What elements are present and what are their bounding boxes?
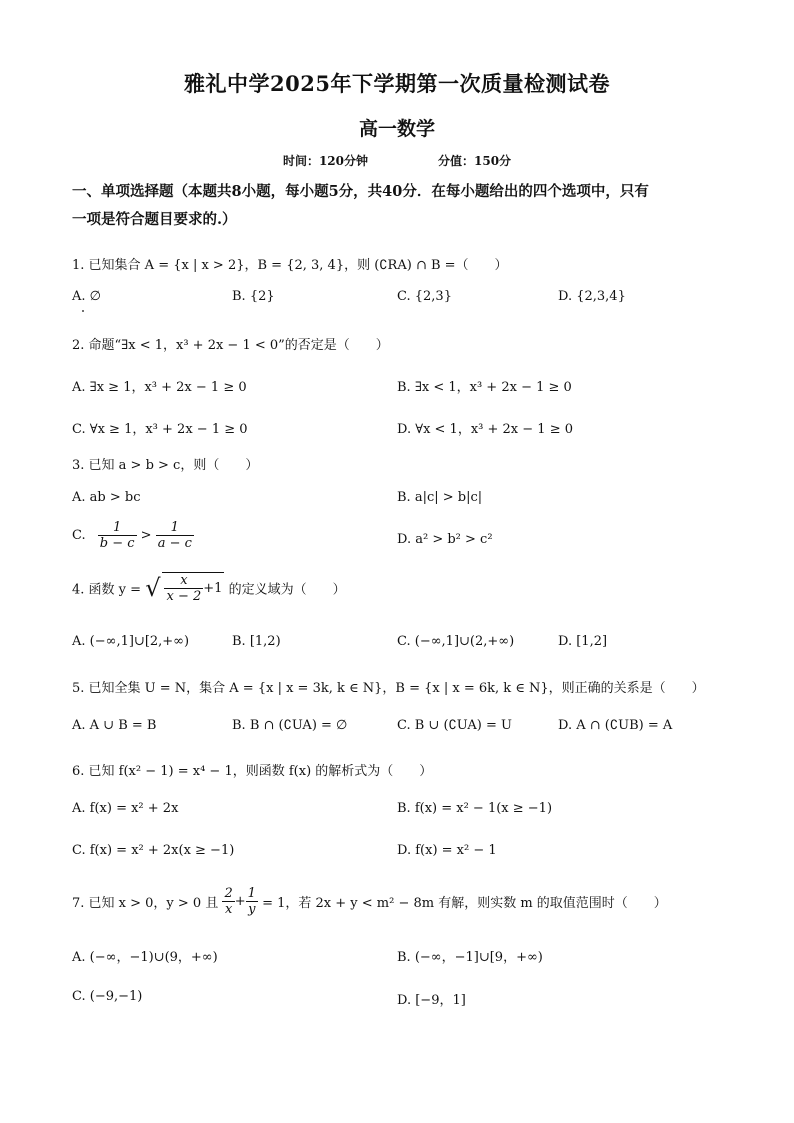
question-1-stem: 1. 已知集合 A = {x | x > 2}，B = {2, 3, 4}，则 (∁RA) ∩ B =（ ） (72, 258, 508, 273)
fraction-numerator: 1 (247, 886, 256, 901)
sqrt-sign: √ (145, 574, 161, 602)
question-6-option-b[interactable]: B. f(x) = x² − 1(x ≥ −1) (397, 801, 553, 816)
question-2-option-c[interactable]: C. ∀x ≥ 1，x³ + 2x − 1 ≥ 0 (72, 422, 248, 437)
question-3-option-a[interactable]: A. ab > bc (72, 490, 141, 505)
question-2-option-b[interactable]: B. ∃x < 1，x³ + 2x − 1 ≥ 0 (397, 380, 572, 395)
question-1-option-c[interactable]: C. {2,3} (397, 289, 452, 304)
fraction-denominator: x − 2 (166, 589, 202, 604)
fraction-denominator: a − c (157, 536, 192, 551)
sqrt-body (162, 572, 224, 604)
question-5-option-b[interactable]: B. B ∩ (∁UA) = ∅ (232, 718, 348, 733)
question-1-option-b[interactable]: B. {2} (232, 289, 275, 304)
question-4-stem-end: 的定义域为（ ） (228, 582, 346, 598)
exam-meta (0, 152, 794, 169)
question-7-option-c[interactable]: C. (−9,−1) (72, 989, 143, 1004)
section-heading-line1: 一、单项选择题（本题共8小题，每小题5分，共40分．在每小题给出的四个选项中，只有 (72, 183, 649, 200)
question-4-option-d[interactable]: D. [1,2] (558, 634, 608, 649)
question-1-option-a[interactable]: A. ∅ (72, 289, 101, 304)
fraction (222, 886, 234, 917)
fraction (156, 520, 194, 551)
exam-score: 分值：150分 (438, 154, 512, 168)
question-7-stem-end: = 1，若 2x + y < m² − 8m 有解，则实数 m 的取值范围时（ ） (262, 896, 667, 911)
question-4-option-a[interactable]: A. (−∞,1]∪[2,+∞) (72, 634, 190, 649)
plus-sign: + (234, 894, 246, 909)
question-4-stem (72, 572, 346, 604)
question-6-stem: 6. 已知 f(x² − 1) = x⁴ − 1，则函数 f(x) 的解析式为（ ） (72, 764, 433, 779)
fraction-numerator: 2 (224, 886, 233, 901)
question-3-option-c[interactable] (72, 520, 194, 551)
question-3-option-c-label: C. (72, 528, 86, 543)
question-3-option-d[interactable]: D. a² > b² > c² (397, 532, 493, 547)
plus-one: +1 (203, 581, 223, 596)
question-7-option-d[interactable]: D. [−9，1] (397, 993, 466, 1008)
exam-time: 时间：120分钟 (282, 154, 368, 168)
question-4-option-c[interactable]: C. (−∞,1]∪(2,+∞) (397, 634, 515, 649)
fraction-numerator: x (164, 573, 203, 589)
fraction-denominator: b − c (99, 536, 135, 551)
question-3-option-b[interactable]: B. a|c| > b|c| (397, 490, 483, 505)
greater-than-sign: > (140, 528, 152, 543)
stray-dot (82, 310, 84, 312)
fraction (98, 520, 137, 551)
question-2-option-d[interactable]: D. ∀x < 1，x³ + 2x − 1 ≥ 0 (397, 422, 573, 437)
question-7-stem (72, 886, 667, 917)
question-1-option-d[interactable]: D. {2,3,4} (558, 289, 626, 304)
question-5-option-a[interactable]: A. A ∪ B = B (72, 718, 157, 733)
question-5-stem: 5. 已知全集 U = N，集合 A = {x | x = 3k, k ∈ N}，B = {x | x = 6k, k ∈ N}，则正确的关系是（ ） (72, 681, 705, 696)
question-5-option-d[interactable]: D. A ∩ (∁UB) = A (558, 718, 673, 733)
question-7-option-b[interactable]: B. (−∞，−1]∪[9，+∞) (397, 950, 543, 965)
question-3-stem: 3. 已知 a > b > c，则（ ） (72, 458, 259, 473)
section-heading-line2: 一项是符合题目要求的.） (72, 211, 237, 228)
question-2-option-a[interactable]: A. ∃x ≥ 1，x³ + 2x − 1 ≥ 0 (72, 380, 247, 395)
question-7-option-a[interactable]: A. (−∞，−1)∪(9，+∞) (72, 950, 218, 965)
fraction-numerator: 1 (156, 520, 194, 536)
fraction-denominator: y (248, 902, 256, 917)
question-6-option-d[interactable]: D. f(x) = x² − 1 (397, 843, 497, 858)
question-7-stem-start: 7. 已知 x > 0，y > 0 且 (72, 896, 219, 911)
section-heading (72, 178, 732, 234)
fraction (164, 573, 203, 604)
question-4-option-b[interactable]: B. [1,2) (232, 634, 281, 649)
question-6-option-c[interactable]: C. f(x) = x² + 2x(x ≥ −1) (72, 843, 235, 858)
fraction (246, 886, 258, 917)
fraction-numerator: 1 (98, 520, 137, 536)
exam-title: 雅礼中学2025年下学期第一次质量检测试卷 (184, 71, 610, 96)
question-2-stem: 2. 命题“∃x < 1，x³ + 2x − 1 < 0”的否定是（ ） (72, 338, 389, 353)
question-4-stem-start: 4. 函数 y = (72, 582, 142, 598)
exam-subject: 高一数学 (358, 118, 435, 140)
fraction-denominator: x (224, 902, 233, 917)
question-6-option-a[interactable]: A. f(x) = x² + 2x (72, 801, 179, 816)
question-5-option-c[interactable]: C. B ∪ (∁UA) = U (397, 718, 512, 733)
